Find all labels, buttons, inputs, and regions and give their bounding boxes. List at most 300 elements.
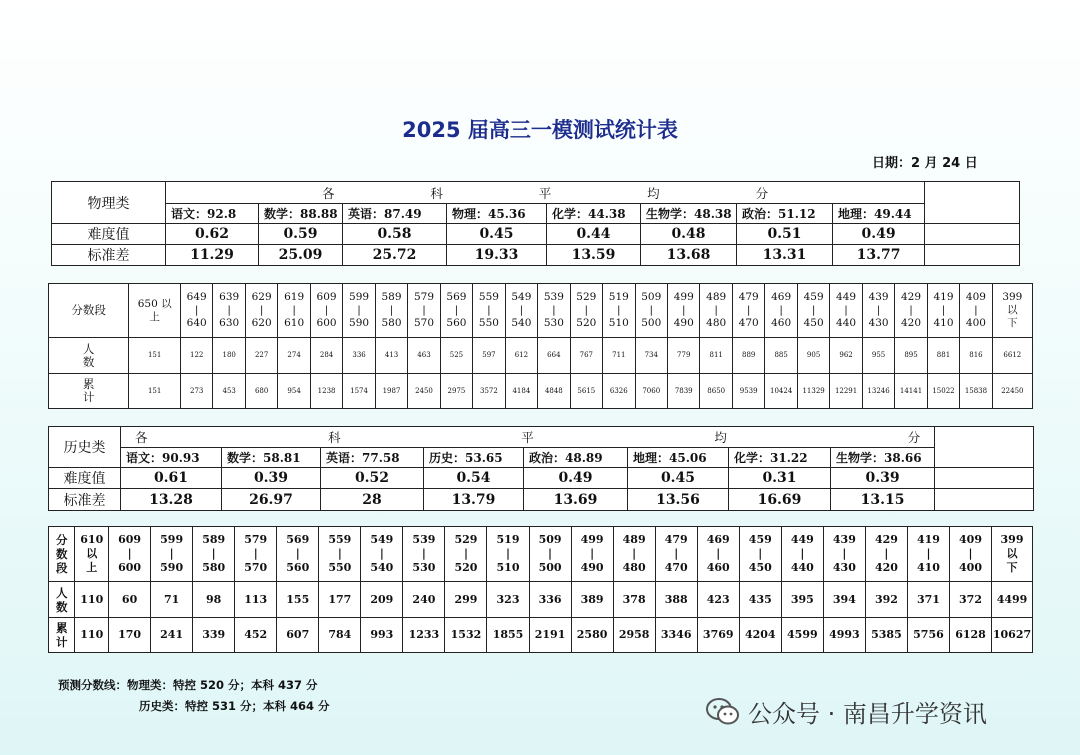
segment-line: 计	[82, 390, 95, 404]
score-segment	[473, 284, 505, 338]
subject-average: 语文：90.93	[121, 448, 222, 468]
history-distribution-table	[48, 526, 1033, 653]
segment-line: |	[421, 547, 426, 560]
segment-line: 579	[244, 533, 268, 546]
score-segment	[862, 284, 894, 338]
subject-average: 地理：45.06	[628, 448, 729, 468]
count-value: 388	[655, 582, 697, 618]
segment-line: 529	[454, 533, 478, 546]
count-value: 323	[487, 582, 529, 618]
cumulative-value: 8650	[700, 374, 732, 409]
cumulative-header	[49, 374, 129, 409]
std-value: 13.79	[424, 489, 524, 511]
cumulative-value: 14141	[895, 374, 927, 409]
difficulty-value: 0.52	[321, 468, 424, 489]
segment-line: 469	[771, 291, 792, 303]
difficulty-value: 0.62	[166, 224, 259, 245]
subject-average: 数学：58.81	[222, 448, 321, 468]
cumulative-value: 452	[235, 618, 277, 653]
subject-average: 化学：44.38	[547, 204, 641, 224]
segment-line: 460	[771, 317, 792, 329]
segment-header: 分数段	[49, 284, 129, 338]
score-segment	[129, 284, 181, 338]
subject-average: 数学：88.88	[259, 204, 343, 224]
cumulative-value: 1233	[403, 618, 445, 653]
segment-line: 610	[284, 317, 305, 329]
segment-line: 上	[149, 310, 160, 323]
segment-line: 520	[576, 317, 597, 329]
cumulative-value: 1987	[375, 374, 407, 409]
segment-line: |	[649, 304, 654, 316]
segment-line: 数	[55, 599, 68, 614]
segment-line: 400	[959, 561, 982, 574]
segment-line: 以	[1006, 547, 1018, 560]
segment-line: 490	[580, 561, 604, 574]
cumulative-value: 6128	[950, 618, 992, 653]
std-value: 13.77	[833, 245, 925, 266]
wechat-icon	[706, 697, 740, 727]
segment-line: |	[632, 547, 637, 560]
score-segment	[440, 284, 472, 338]
count-value: 881	[927, 338, 959, 374]
std-value: 25.09	[259, 245, 343, 266]
count-value: 274	[278, 338, 310, 374]
segment-line: 499	[580, 533, 604, 546]
cumulative-value: 2580	[571, 618, 613, 653]
score-segment	[992, 527, 1033, 582]
segment-line: 530	[543, 317, 564, 329]
segment-line: 569	[286, 533, 310, 546]
segment-line: |	[357, 304, 361, 316]
std-value: 16.69	[729, 489, 831, 511]
count-value: 395	[781, 582, 823, 618]
count-value: 98	[193, 582, 235, 618]
segment-line: |	[674, 547, 679, 560]
segment-line: |	[909, 304, 913, 316]
cumulative-value: 10627	[992, 618, 1033, 653]
segment-line: 分	[55, 533, 68, 547]
score-segment	[445, 527, 487, 582]
cumulative-header	[49, 618, 75, 653]
segment-line: 550	[478, 317, 499, 329]
cumulative-value: 5385	[865, 618, 907, 653]
cumulative-value: 15838	[960, 374, 992, 409]
score-segment	[538, 284, 570, 338]
score-segment	[700, 284, 732, 338]
segment-line: 570	[413, 317, 434, 329]
cumulative-value: 4848	[538, 374, 570, 409]
segment-line: |	[552, 304, 556, 316]
segment-line: 520	[454, 561, 478, 574]
segment-line: |	[844, 304, 848, 316]
score-segment	[697, 527, 739, 582]
cumulative-value: 2191	[529, 618, 571, 653]
segment-line: 410	[933, 317, 954, 329]
subject-average: 政治：51.12	[737, 204, 833, 224]
score-segment	[151, 527, 193, 582]
segment-line: 510	[608, 317, 629, 329]
segment-line: 下	[1006, 561, 1018, 574]
score-segment	[907, 527, 949, 582]
count-value: 371	[907, 582, 949, 618]
cumulative-value: 954	[278, 374, 310, 409]
count-value: 378	[613, 582, 655, 618]
score-segment	[529, 527, 571, 582]
segment-line: 590	[349, 317, 370, 329]
difficulty-value: 0.45	[447, 224, 547, 245]
count-value: 816	[960, 338, 992, 374]
count-value: 435	[739, 582, 781, 618]
cumulative-value: 993	[361, 618, 403, 653]
segment-line: 399	[1002, 291, 1023, 303]
segment-line: 449	[790, 533, 814, 546]
segment-line: 599	[349, 291, 370, 303]
segment-line: 479	[738, 291, 759, 303]
count-value: 71	[151, 582, 193, 618]
segment-line: 399	[1000, 533, 1024, 546]
segment-line: |	[227, 304, 231, 316]
segment-line: |	[463, 547, 468, 560]
std-value: 13.15	[831, 489, 935, 511]
count-value: 463	[408, 338, 440, 374]
segment-line: 489	[706, 291, 727, 303]
cumulative-value: 110	[75, 618, 109, 653]
segment-line: |	[259, 304, 264, 316]
segment-line: 459	[748, 533, 772, 546]
watermark-text: 公众号 · 南昌升学资讯	[748, 700, 987, 728]
count-value: 122	[180, 338, 212, 374]
score-segment	[739, 527, 781, 582]
subject-average: 政治：48.89	[524, 448, 628, 468]
segment-line: 630	[219, 317, 240, 329]
segment-line: 上	[86, 561, 98, 574]
score-segment	[797, 284, 829, 338]
score-segment	[505, 284, 537, 338]
subject-average: 生物学：38.66	[831, 448, 935, 468]
score-segment	[570, 284, 602, 338]
count-header	[49, 338, 129, 374]
count-value: 413	[375, 338, 407, 374]
segment-line: |	[506, 547, 511, 560]
difficulty-value: 0.45	[628, 468, 729, 489]
segment-line: 469	[706, 533, 730, 546]
group-header: 各 科 平 均 分	[166, 182, 925, 204]
count-value: 612	[505, 338, 537, 374]
count-value: 60	[109, 582, 151, 618]
score-segment	[865, 527, 907, 582]
segment-line: |	[926, 547, 931, 560]
segment-line: 429	[874, 533, 898, 546]
segment-line: |	[337, 547, 342, 560]
segment-line: 530	[412, 561, 436, 574]
score-segment	[830, 284, 862, 338]
segment-line: 509	[538, 533, 562, 546]
segment-line: 470	[664, 561, 688, 574]
segment-line: 420	[874, 561, 898, 574]
empty-cell	[925, 224, 1020, 245]
cumulative-value: 273	[180, 374, 212, 409]
segment-line: 419	[933, 291, 954, 303]
cumulative-value: 7060	[635, 374, 667, 409]
cumulative-value: 9539	[732, 374, 764, 409]
segment-line: |	[941, 304, 946, 316]
score-segment	[408, 284, 440, 338]
cumulative-value: 3769	[697, 618, 739, 653]
watermark	[706, 694, 987, 729]
segment-line: 409	[959, 533, 982, 546]
count-value: 664	[538, 338, 570, 374]
segment-line: 570	[244, 561, 268, 574]
score-segment	[277, 527, 319, 582]
count-value: 284	[310, 338, 342, 374]
count-value: 372	[950, 582, 992, 618]
segment-line: 619	[284, 291, 305, 303]
segment-line: 段	[55, 561, 68, 575]
cumulative-value: 453	[213, 374, 245, 409]
segment-line: 580	[381, 317, 402, 329]
count-value: 711	[603, 338, 635, 374]
difficulty-value: 0.61	[121, 468, 222, 489]
segment-line: 519	[608, 291, 629, 303]
count-value: 889	[732, 338, 764, 374]
segment-line: |	[295, 547, 300, 560]
score-segment	[193, 527, 235, 582]
category-label: 物理类	[52, 182, 166, 224]
segment-line: 539	[412, 533, 436, 546]
segment-line: 480	[706, 317, 727, 329]
segment-line: 420	[900, 317, 922, 329]
score-segment	[213, 284, 245, 338]
score-segment	[613, 527, 655, 582]
cumulative-value: 2450	[408, 374, 440, 409]
count-value: 110	[75, 582, 109, 618]
count-value: 227	[245, 338, 277, 374]
std-value: 13.59	[547, 245, 641, 266]
segment-line: 600	[316, 317, 337, 329]
count-value: 389	[571, 582, 613, 618]
score-segment	[635, 284, 667, 338]
score-segment	[319, 527, 361, 582]
score-segment	[603, 284, 635, 338]
subject-average: 地理：49.44	[833, 204, 925, 224]
segment-line: 550	[328, 561, 352, 574]
segment-line: 580	[202, 561, 226, 574]
segment-line: 569	[446, 291, 467, 303]
std-value: 25.72	[343, 245, 447, 266]
segment-line: 439	[868, 291, 889, 303]
segment-line: |	[487, 304, 491, 316]
segment-line: |	[194, 304, 199, 316]
count-value: 779	[668, 338, 700, 374]
segment-line: 579	[413, 291, 434, 303]
difficulty-value: 0.54	[424, 468, 524, 489]
score-segment	[109, 527, 151, 582]
std-value: 28	[321, 489, 424, 511]
count-value: 895	[895, 338, 927, 374]
cumulative-value: 12291	[830, 374, 862, 409]
score-segment	[823, 527, 865, 582]
difficulty-value: 0.48	[641, 224, 737, 245]
segment-line: |	[681, 304, 686, 316]
count-value: 180	[213, 338, 245, 374]
segment-line: 490	[673, 317, 694, 329]
segment-line: 440	[790, 561, 814, 574]
cutoff-physics: 预测分数线：物理类：特控 520 分；本科 437 分	[58, 678, 318, 692]
count-value: 155	[277, 582, 319, 618]
segment-line: 549	[370, 533, 394, 546]
segment-line: 以	[86, 547, 98, 560]
std-value: 13.68	[641, 245, 737, 266]
segment-line: |	[211, 547, 216, 560]
segment-line: 540	[370, 561, 394, 574]
cumulative-value: 2958	[613, 618, 655, 653]
segment-line: 640	[186, 317, 207, 329]
category-label: 历史类	[49, 427, 121, 468]
segment-line: 440	[836, 317, 857, 329]
count-value: 177	[319, 582, 361, 618]
segment-line: 610	[80, 533, 104, 546]
segment-line: |	[779, 304, 783, 316]
empty-cell	[935, 468, 1034, 489]
segment-line: |	[758, 547, 763, 560]
segment-line: |	[253, 547, 258, 560]
segment-line: |	[746, 304, 751, 316]
segment-line: 590	[160, 561, 184, 574]
segment-line: 430	[832, 561, 856, 574]
segment-line: |	[127, 547, 132, 560]
segment-line: 609	[316, 291, 337, 303]
score-segment	[668, 284, 700, 338]
segment-line: |	[548, 547, 553, 560]
segment-line: 累	[55, 621, 68, 635]
cumulative-value: 784	[319, 618, 361, 653]
history-averages-table	[48, 426, 1034, 511]
segment-line: 529	[576, 291, 597, 303]
segment-line: 419	[916, 533, 940, 546]
segment-line: 460	[706, 561, 730, 574]
difficulty-value: 0.49	[524, 468, 628, 489]
empty-cell	[925, 182, 1020, 224]
segment-line: 430	[868, 317, 889, 329]
cumulative-value: 680	[245, 374, 277, 409]
predicted-cutoff-notes	[58, 675, 330, 717]
score-segment	[960, 284, 992, 338]
segment-line: 620	[251, 317, 272, 329]
segment-line: 下	[1007, 317, 1018, 329]
count-header	[49, 582, 75, 618]
std-label: 标准差	[52, 245, 166, 266]
segment-line: 629	[251, 291, 272, 303]
segment-line: 559	[478, 291, 499, 303]
difficulty-value: 0.31	[729, 468, 831, 489]
empty-cell	[925, 245, 1020, 266]
group-header: 各 科 平 均 分	[121, 427, 935, 448]
cumulative-value: 1532	[445, 618, 487, 653]
segment-line: |	[389, 304, 394, 316]
count-value: 885	[765, 338, 797, 374]
count-value: 962	[830, 338, 862, 374]
score-segment	[75, 527, 109, 582]
segment-line: 480	[622, 561, 646, 574]
difficulty-label: 难度值	[49, 468, 121, 489]
score-segment	[361, 527, 403, 582]
difficulty-value: 0.58	[343, 224, 447, 245]
cumulative-value: 170	[109, 618, 151, 653]
segment-line: 600	[118, 561, 142, 574]
segment-line: 400	[965, 317, 986, 329]
cumulative-value: 1574	[343, 374, 375, 409]
segment-line: |	[716, 547, 721, 560]
cumulative-value: 3572	[473, 374, 505, 409]
score-segment	[343, 284, 375, 338]
count-value: 209	[361, 582, 403, 618]
segment-line: |	[584, 304, 589, 316]
segment-line: |	[454, 304, 459, 316]
score-segment	[655, 527, 697, 582]
cumulative-value: 1238	[310, 374, 342, 409]
cumulative-value: 22450	[992, 374, 1032, 409]
empty-cell	[935, 489, 1034, 511]
std-value: 13.69	[524, 489, 628, 511]
segment-line: |	[292, 304, 296, 316]
score-segment	[487, 527, 529, 582]
cumulative-value: 6326	[603, 374, 635, 409]
segment-line: 509	[641, 291, 662, 303]
segment-line: 500	[641, 317, 662, 329]
count-value: 336	[529, 582, 571, 618]
score-segment	[403, 527, 445, 582]
segment-line: 人	[55, 585, 68, 600]
segment-line: |	[519, 304, 524, 316]
std-value: 11.29	[166, 245, 259, 266]
empty-cell	[935, 427, 1034, 468]
segment-line: 计	[55, 635, 68, 649]
std-value: 13.31	[737, 245, 833, 266]
difficulty-value: 0.51	[737, 224, 833, 245]
segment-line: 639	[219, 291, 240, 303]
count-value: 299	[445, 582, 487, 618]
segment-line: 人	[82, 341, 95, 356]
segment-line: 439	[832, 533, 856, 546]
subject-average: 物理：45.36	[447, 204, 547, 224]
segment-line: |	[968, 547, 973, 560]
count-value: 955	[862, 338, 894, 374]
segment-line: 459	[803, 291, 824, 303]
segment-line: |	[324, 304, 329, 316]
segment-line: |	[884, 547, 889, 560]
report-date: 日期：2 月 24 日	[872, 156, 978, 171]
std-value: 13.56	[628, 489, 729, 511]
cumulative-value: 151	[129, 374, 181, 409]
segment-line: |	[422, 304, 426, 316]
cumulative-value: 2975	[440, 374, 472, 409]
subject-average: 生物学：48.38	[641, 204, 737, 224]
cumulative-value: 4599	[781, 618, 823, 653]
cumulative-value: 7839	[668, 374, 700, 409]
difficulty-value: 0.39	[831, 468, 935, 489]
segment-line: 450	[803, 317, 824, 329]
segment-line: 609	[118, 533, 142, 546]
segment-line: 410	[916, 561, 940, 574]
segment-line: 649	[186, 291, 207, 303]
count-value: 905	[797, 338, 829, 374]
score-segment	[950, 527, 992, 582]
score-segment	[732, 284, 764, 338]
segment-line: 489	[622, 533, 646, 546]
count-value: 423	[697, 582, 739, 618]
score-segment	[895, 284, 927, 338]
segment-line: 549	[511, 291, 532, 303]
